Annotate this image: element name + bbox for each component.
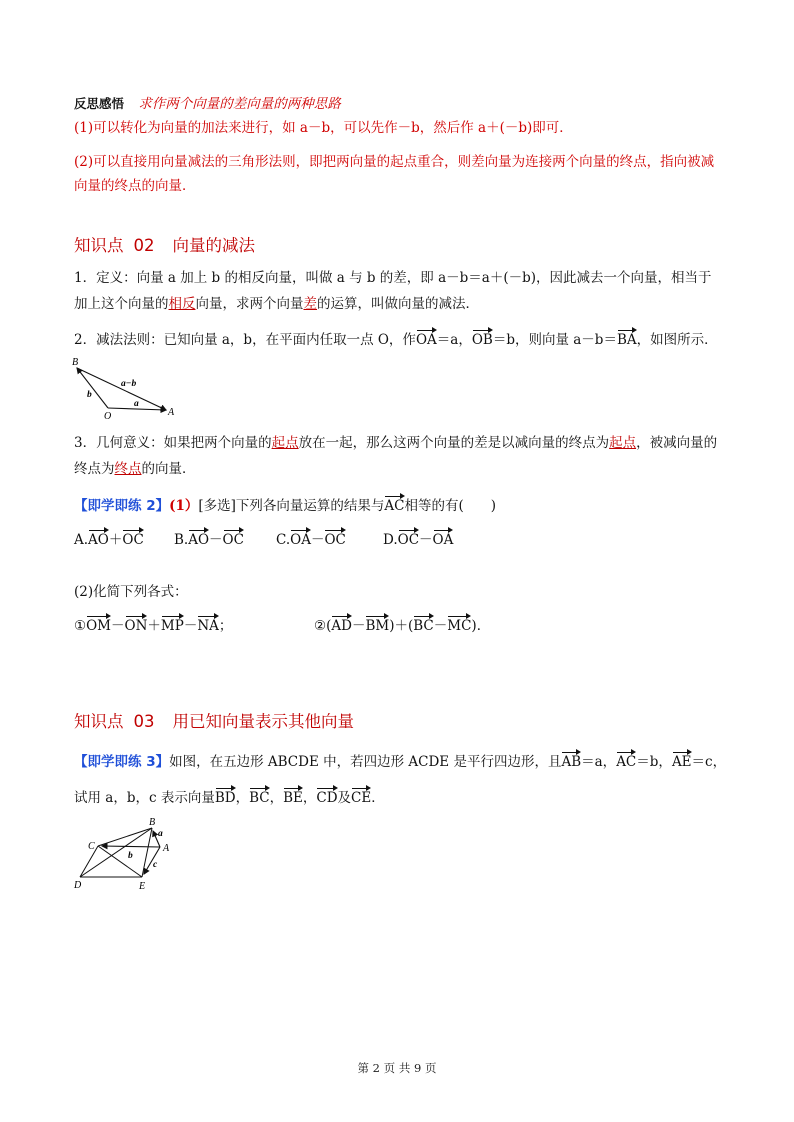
meaning-text-d: 的向量． — [141, 461, 196, 477]
definition-paragraph — [74, 265, 724, 317]
rule-text-b: ＝a， — [436, 332, 472, 348]
segment-OB — [77, 368, 108, 408]
section-number: 03 — [133, 712, 155, 731]
vector: AO — [88, 528, 109, 547]
separator: ， — [269, 790, 284, 806]
answer-blank: 终点 — [114, 461, 142, 477]
question-number: (1） — [169, 498, 199, 514]
label-a: a — [134, 399, 139, 409]
vector-AC: AC — [616, 750, 636, 769]
practice-text: 试用 a，b，c 表示向量 — [74, 790, 215, 806]
operator: － — [111, 618, 125, 634]
label-B: B — [149, 817, 156, 828]
segment-CE — [98, 846, 142, 877]
label-O: O — [104, 411, 112, 420]
section-number: 02 — [133, 236, 155, 255]
vector-AC: AC — [384, 494, 404, 513]
meaning-text-b: 放在一起，那么这两个向量的差是以减向量的终点为 — [298, 435, 610, 451]
vector-AE-arrow — [144, 847, 160, 874]
vector-BD: BD — [215, 786, 236, 805]
rule-text-d: ，如图所示． — [636, 332, 718, 348]
vector: BM — [365, 614, 389, 633]
vector: OA — [290, 528, 311, 547]
answer-blank: 差 — [303, 296, 317, 312]
section-heading-02 — [74, 232, 255, 256]
vector-OB: OB — [472, 328, 493, 347]
vector: NA — [197, 614, 219, 633]
vector-BE: BE — [283, 786, 303, 805]
expr-prefix: ① — [74, 618, 87, 634]
vector: AD — [331, 614, 352, 633]
label-b: b — [128, 851, 133, 861]
answer-blank: 起点 — [609, 435, 637, 451]
geometric-meaning-paragraph — [74, 430, 724, 482]
practice-2-question-1 — [74, 494, 496, 516]
edge-CB — [98, 828, 152, 846]
vector-CD: CD — [316, 786, 337, 805]
practice-label: 【即学即练 2】 — [74, 498, 170, 514]
definition-text-c: 的运算，叫做向量的减法． — [317, 296, 479, 312]
meaning-text-c: ，被减向量的终点为 — [74, 435, 718, 477]
subtraction-rule — [74, 328, 718, 350]
rule-text-a: 2．减法法则：已知向量 a，b，在平面内任取一点 O，作 — [74, 332, 416, 348]
period: ． — [371, 790, 385, 806]
conjunction: 及 — [337, 790, 352, 806]
label-b: b — [87, 390, 92, 400]
vector: OA — [433, 528, 454, 547]
operator: － — [433, 618, 448, 634]
label-B: B — [72, 357, 79, 368]
expression-1 — [74, 614, 232, 636]
vector-AC-arrow — [102, 846, 160, 847]
practice-3-line-1 — [74, 750, 726, 772]
question-text: [多选]下列各向量运算的结果与 — [198, 498, 385, 514]
reflection-block — [74, 94, 724, 114]
vector: OC — [122, 528, 143, 547]
vector: MC — [447, 614, 471, 633]
separator: ， — [302, 790, 317, 806]
definition-text-b: 向量，求两个向量 — [195, 296, 304, 312]
option-A[interactable] — [74, 528, 144, 550]
label-E: E — [139, 881, 146, 892]
option-C[interactable] — [276, 528, 346, 550]
practice-text: ＝b， — [636, 754, 672, 770]
label-a: a — [158, 829, 163, 839]
operator: － — [310, 532, 325, 548]
vector: OC — [398, 528, 419, 547]
expr-mid: )＋( — [389, 618, 414, 634]
answer-blank: 起点 — [271, 435, 299, 451]
reflection-label: 反思感悟 — [74, 96, 125, 111]
rule-text-c: ＝b，则向量 a－b＝ — [492, 332, 617, 348]
practice-text: 如图，在五边形 ABCDE 中，若四边形 ACDE 是平行四边形，且 — [169, 754, 562, 770]
practice-text: ＝c， — [691, 754, 727, 770]
definition-text-a: 1．定义：向量 a 加上 b 的相反向量，叫做 a 与 b 的差，即 a－b＝a＋(－b)，因此减去一个向量，相当于加上这个向量的 — [74, 270, 712, 312]
operator: － — [351, 618, 366, 634]
label-c: c — [153, 860, 158, 870]
operator: － — [419, 532, 433, 548]
vector-OA: OA — [416, 328, 437, 347]
expr-suffix: )． — [471, 618, 491, 634]
vector: AO — [188, 528, 209, 547]
label-C: C — [88, 841, 95, 852]
practice-2-question-2: (2)化简下列各式： — [74, 584, 188, 600]
label-D: D — [74, 880, 82, 891]
vector: OM — [86, 614, 111, 633]
option-letter: A. — [74, 532, 89, 548]
vector-subtraction-figure — [70, 354, 182, 420]
vector: ON — [125, 614, 148, 633]
practice-3-line-2 — [74, 786, 385, 808]
pentagon-figure — [72, 814, 182, 894]
segment-BD — [80, 828, 152, 877]
answer-blank: 相反 — [168, 296, 196, 312]
reflection-item-2: (2)可以直接用向量减法的三角形法则，即把两向量的起点重合，则差向量为连接两个向量的终点，指向被减向量的终点的向量． — [74, 154, 715, 194]
vector-BC: BC — [249, 786, 270, 805]
segment-BA — [77, 368, 166, 410]
expr-suffix: ； — [218, 618, 233, 634]
section-title: 向量的减法 — [172, 236, 255, 255]
section-label: 知识点 — [74, 236, 124, 255]
reflection-item-1: (1)可以转化为向量的加法来进行，如 a－b，可以先作－b，然后作 a＋(－b)即可． — [74, 120, 573, 136]
vector-CE: CE — [351, 786, 371, 805]
option-D[interactable] — [383, 528, 453, 550]
option-letter: D. — [383, 532, 398, 548]
vector: MP — [161, 614, 184, 633]
section-title: 用已知向量表示其他向量 — [172, 712, 354, 731]
vector-AB: AB — [561, 750, 581, 769]
reflection-title: 求作两个向量的差向量的两种思路 — [138, 96, 341, 112]
vector-BA: BA — [617, 328, 637, 347]
vector-AE: AE — [672, 750, 692, 769]
expr-prefix: ②( — [314, 618, 332, 634]
question-tail: 相等的有( ) — [404, 498, 497, 514]
operator: ＋ — [147, 618, 161, 634]
vector: BC — [413, 614, 434, 633]
label-A: A — [163, 843, 170, 854]
operator: － — [209, 532, 223, 548]
separator: ， — [235, 790, 250, 806]
page-footer: 第 2 页 共 9 页 — [357, 1061, 437, 1075]
option-letter: B. — [174, 532, 189, 548]
section-heading-03 — [74, 708, 354, 732]
expression-2 — [314, 614, 490, 636]
option-letter: C. — [276, 532, 291, 548]
operator: － — [183, 618, 198, 634]
practice-label: 【即学即练 3】 — [74, 754, 170, 770]
meaning-text-a: 3．几何意义：如果把两个向量的 — [74, 435, 272, 451]
section-label: 知识点 — [74, 712, 124, 731]
practice-text: ＝a， — [581, 754, 617, 770]
label-amb: a−b — [121, 379, 137, 389]
vector: OC — [223, 528, 244, 547]
label-A: A — [168, 407, 175, 418]
vector: OC — [324, 528, 345, 547]
operator: ＋ — [108, 532, 123, 548]
option-B[interactable] — [174, 528, 244, 550]
